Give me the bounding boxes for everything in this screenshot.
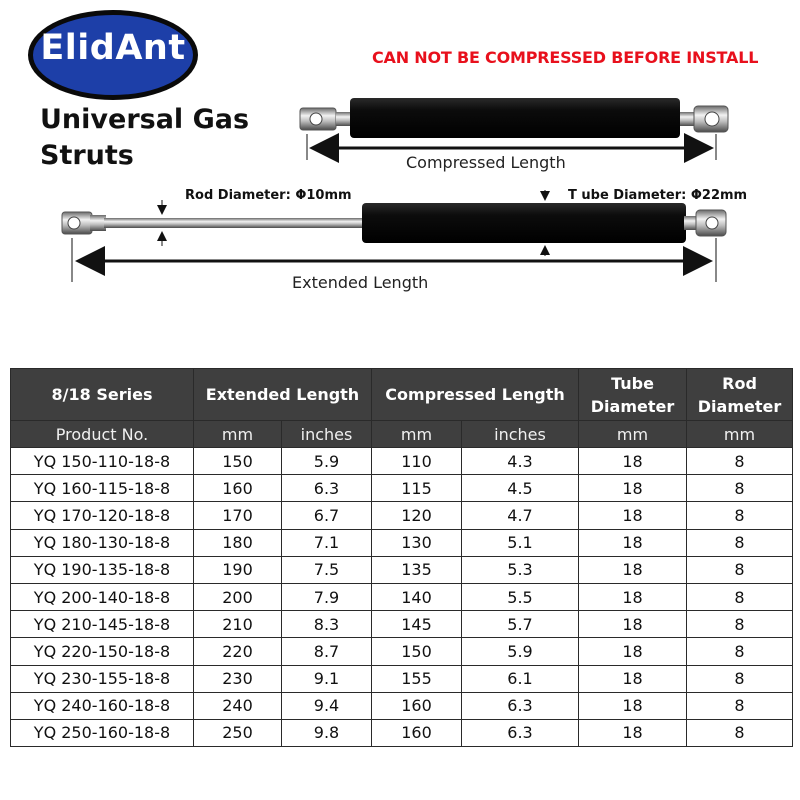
- spec-table: [10, 368, 793, 747]
- cell-compressed-mm: 160: [372, 692, 462, 719]
- cell-product-no: YQ 190-135-18-8: [11, 556, 194, 583]
- table-subheader-row: [11, 421, 793, 448]
- cell-rod-diameter-mm: 8: [687, 583, 793, 610]
- cell-tube-diameter-mm: 18: [579, 448, 687, 475]
- cell-extended-mm: 160: [194, 475, 282, 502]
- cell-extended-inches: 8.7: [282, 638, 372, 665]
- cell-tube-diameter-mm: 18: [579, 556, 687, 583]
- cell-compressed-inches: 5.9: [462, 638, 579, 665]
- cell-compressed-mm: 145: [372, 611, 462, 638]
- cell-product-no: YQ 150-110-18-8: [11, 448, 194, 475]
- cell-compressed-inches: 5.1: [462, 529, 579, 556]
- header-tube-line1: Tube: [611, 373, 654, 393]
- table-row: [11, 638, 793, 665]
- install-warning: CAN NOT BE COMPRESSED BEFORE INSTALL: [372, 48, 759, 67]
- header-rod-line2: Diameter: [697, 396, 782, 416]
- cell-tube-diameter-mm: 18: [579, 665, 687, 692]
- subheader-ext-inches: inches: [282, 421, 372, 448]
- cell-extended-mm: 200: [194, 583, 282, 610]
- cell-product-no: YQ 180-130-18-8: [11, 529, 194, 556]
- cell-compressed-mm: 110: [372, 448, 462, 475]
- cell-tube-diameter-mm: 18: [579, 475, 687, 502]
- cell-extended-inches: 7.1: [282, 529, 372, 556]
- compressed-strut: [300, 98, 728, 138]
- cell-compressed-mm: 130: [372, 529, 462, 556]
- cell-compressed-inches: 4.3: [462, 448, 579, 475]
- cell-compressed-inches: 5.7: [462, 611, 579, 638]
- header-rod-line1: Rod: [722, 373, 757, 393]
- cell-rod-diameter-mm: 8: [687, 475, 793, 502]
- cell-compressed-inches: 6.3: [462, 719, 579, 746]
- cell-product-no: YQ 210-145-18-8: [11, 611, 194, 638]
- cell-rod-diameter-mm: 8: [687, 502, 793, 529]
- cell-compressed-inches: 6.1: [462, 665, 579, 692]
- cell-compressed-mm: 135: [372, 556, 462, 583]
- cell-extended-inches: 7.5: [282, 556, 372, 583]
- table-row: [11, 583, 793, 610]
- cell-extended-inches: 7.9: [282, 583, 372, 610]
- cell-extended-inches: 6.3: [282, 475, 372, 502]
- cell-extended-inches: 9.1: [282, 665, 372, 692]
- cell-rod-diameter-mm: 8: [687, 638, 793, 665]
- cell-tube-diameter-mm: 18: [579, 583, 687, 610]
- header-series: 8/18 Series: [11, 369, 194, 421]
- header-compressed-length: Compressed Length: [372, 369, 579, 421]
- cell-extended-inches: 8.3: [282, 611, 372, 638]
- cell-extended-mm: 220: [194, 638, 282, 665]
- cell-tube-diameter-mm: 18: [579, 611, 687, 638]
- subheader-product-no: Product No.: [11, 421, 194, 448]
- subheader-comp-inches: inches: [462, 421, 579, 448]
- cell-tube-diameter-mm: 18: [579, 719, 687, 746]
- cell-compressed-inches: 4.5: [462, 475, 579, 502]
- cell-extended-mm: 250: [194, 719, 282, 746]
- header-extended-length: Extended Length: [194, 369, 372, 421]
- product-title-line2: Struts: [40, 140, 134, 171]
- cell-rod-diameter-mm: 8: [687, 692, 793, 719]
- cell-compressed-inches: 4.7: [462, 502, 579, 529]
- cell-product-no: YQ 240-160-18-8: [11, 692, 194, 719]
- table-row: [11, 475, 793, 502]
- cell-compressed-mm: 160: [372, 719, 462, 746]
- subheader-comp-mm: mm: [372, 421, 462, 448]
- cell-compressed-inches: 6.3: [462, 692, 579, 719]
- rod-diameter-label: Rod Diameter: Φ10mm: [185, 188, 352, 203]
- cell-compressed-inches: 5.3: [462, 556, 579, 583]
- cell-extended-mm: 150: [194, 448, 282, 475]
- cell-compressed-mm: 150: [372, 638, 462, 665]
- header-rod-diameter: [687, 369, 793, 421]
- compressed-length-label: Compressed Length: [406, 153, 566, 172]
- cell-compressed-mm: 140: [372, 583, 462, 610]
- cell-compressed-inches: 5.5: [462, 583, 579, 610]
- table-row: [11, 448, 793, 475]
- subheader-tube-mm: mm: [579, 421, 687, 448]
- cell-tube-diameter-mm: 18: [579, 502, 687, 529]
- tube-diameter-label: T ube Diameter: Φ22mm: [568, 188, 748, 203]
- strut-diagram: [0, 0, 800, 300]
- cell-extended-mm: 240: [194, 692, 282, 719]
- cell-extended-mm: 230: [194, 665, 282, 692]
- cell-compressed-mm: 155: [372, 665, 462, 692]
- table-row: [11, 611, 793, 638]
- cell-extended-mm: 170: [194, 502, 282, 529]
- cell-compressed-mm: 115: [372, 475, 462, 502]
- cell-extended-inches: 6.7: [282, 502, 372, 529]
- brand-logo-text: ElidAnt: [40, 28, 186, 68]
- table-row: [11, 556, 793, 583]
- cell-rod-diameter-mm: 8: [687, 665, 793, 692]
- cell-rod-diameter-mm: 8: [687, 556, 793, 583]
- cell-extended-inches: 9.8: [282, 719, 372, 746]
- cell-tube-diameter-mm: 18: [579, 692, 687, 719]
- cell-product-no: YQ 170-120-18-8: [11, 502, 194, 529]
- header-tube-diameter: [579, 369, 687, 421]
- subheader-ext-mm: mm: [194, 421, 282, 448]
- cell-compressed-mm: 120: [372, 502, 462, 529]
- cell-product-no: YQ 220-150-18-8: [11, 638, 194, 665]
- cell-rod-diameter-mm: 8: [687, 529, 793, 556]
- cell-extended-mm: 180: [194, 529, 282, 556]
- cell-tube-diameter-mm: 18: [579, 638, 687, 665]
- cell-product-no: YQ 230-155-18-8: [11, 665, 194, 692]
- table-row: [11, 719, 793, 746]
- cell-extended-mm: 210: [194, 611, 282, 638]
- cell-extended-inches: 9.4: [282, 692, 372, 719]
- subheader-rod-mm: mm: [687, 421, 793, 448]
- table-row: [11, 502, 793, 529]
- table-header-row: [11, 369, 793, 421]
- table-row: [11, 665, 793, 692]
- extended-length-label: Extended Length: [292, 273, 429, 292]
- table-body: [11, 448, 793, 747]
- table-row: [11, 529, 793, 556]
- table-row: [11, 692, 793, 719]
- header-tube-line2: Diameter: [590, 396, 675, 416]
- cell-rod-diameter-mm: 8: [687, 611, 793, 638]
- cell-extended-inches: 5.9: [282, 448, 372, 475]
- cell-extended-mm: 190: [194, 556, 282, 583]
- cell-product-no: YQ 200-140-18-8: [11, 583, 194, 610]
- cell-rod-diameter-mm: 8: [687, 448, 793, 475]
- product-title-line1: Universal Gas: [40, 104, 250, 135]
- cell-product-no: YQ 250-160-18-8: [11, 719, 194, 746]
- cell-tube-diameter-mm: 18: [579, 529, 687, 556]
- cell-product-no: YQ 160-115-18-8: [11, 475, 194, 502]
- cell-rod-diameter-mm: 8: [687, 719, 793, 746]
